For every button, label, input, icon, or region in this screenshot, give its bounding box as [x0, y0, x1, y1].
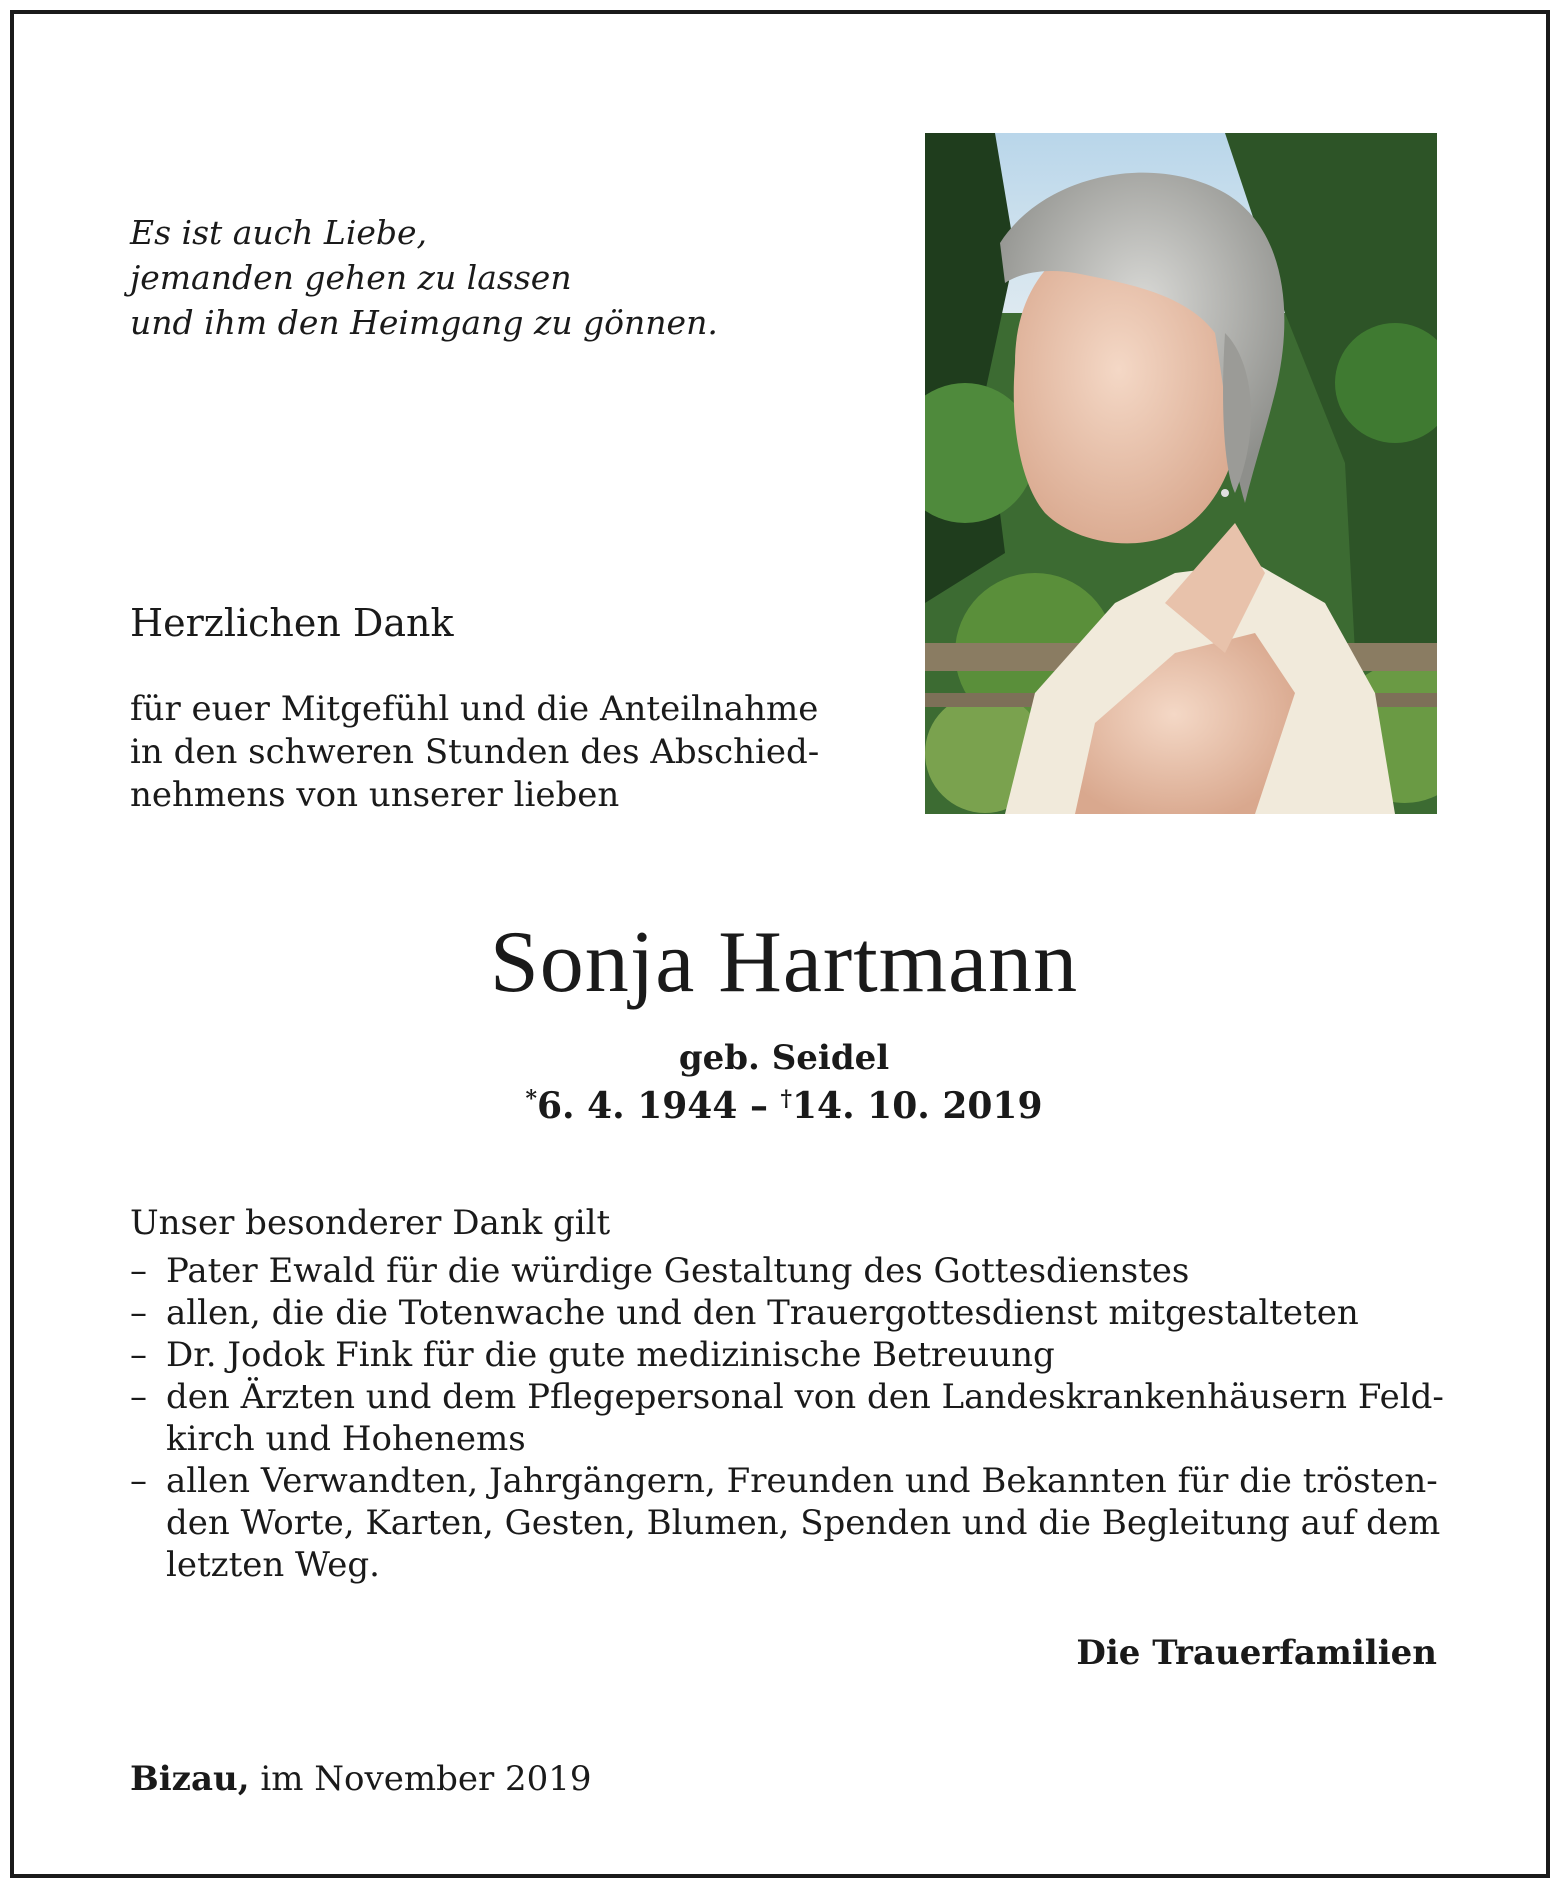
life-dates	[0, 1076, 1568, 1129]
portrait-photo	[925, 133, 1437, 814]
date-separator: –	[737, 1085, 781, 1127]
deceased-name: Sonja Hartmann	[489, 914, 1079, 1011]
list-item-line: Dr. Jodok Fink für die gute medizinische Betreuung	[166, 1335, 1055, 1375]
list-item	[130, 1250, 1440, 1292]
list-item	[130, 1376, 1444, 1460]
birth-date: 6. 4. 1944	[536, 1085, 738, 1127]
list-item-line: letzten Weg.	[166, 1545, 380, 1585]
motto	[130, 210, 718, 345]
place-town: Bizau,	[130, 1759, 250, 1799]
thanks-heading: Herzlichen Dank	[130, 601, 454, 645]
thanks-text	[130, 688, 819, 817]
place-month: im November 2019	[249, 1759, 592, 1799]
list-dash: –	[130, 1251, 147, 1291]
motto-line: jemanden gehen zu lassen	[130, 258, 572, 297]
thanks-line: nehmens von unserer lieben	[130, 775, 620, 815]
birth-name: geb. Seidel	[678, 1038, 890, 1078]
signature: Die Trauerfamilien	[1076, 1633, 1437, 1673]
death-date: 14. 10. 2019	[792, 1085, 1043, 1127]
list-item	[130, 1460, 1440, 1586]
motto-line: Es ist auch Liebe,	[130, 213, 428, 252]
list-item-line: allen Verwandten, Jahrgängern, Freunden und Bekannten für die trösten-	[166, 1461, 1438, 1501]
death-symbol: †	[780, 1086, 792, 1112]
list-dash: –	[130, 1377, 147, 1417]
list-item-line: den Worte, Karten, Gesten, Blumen, Spenden und die Begleitung auf dem	[166, 1503, 1441, 1543]
list-dash: –	[130, 1461, 147, 1501]
list-item	[130, 1292, 1440, 1334]
special-thanks-list	[130, 1250, 1444, 1586]
special-thanks-heading: Unser besonderer Dank gilt	[130, 1203, 611, 1243]
thanks-line: in den schweren Stunden des Abschied-	[130, 732, 820, 772]
list-dash: –	[130, 1335, 147, 1375]
list-item-line: Pater Ewald für die würdige Gestaltung des Gottesdienstes	[166, 1251, 1190, 1291]
birth-symbol: *	[525, 1086, 537, 1112]
list-item-line: allen, die die Totenwache und den Trauergottesdienst mitgestalteten	[166, 1293, 1359, 1333]
list-item-line: kirch und Hohenems	[166, 1419, 526, 1459]
motto-line: und ihm den Heimgang zu gönnen.	[130, 303, 718, 342]
list-item	[130, 1334, 1440, 1376]
place-date	[130, 1758, 592, 1800]
list-item-line: den Ärzten und dem Pflegepersonal von den Landeskrankenhäusern Feld-	[166, 1377, 1444, 1417]
thanks-line: für euer Mitgefühl und die Anteilnahme	[130, 689, 819, 729]
list-dash: –	[130, 1293, 147, 1333]
